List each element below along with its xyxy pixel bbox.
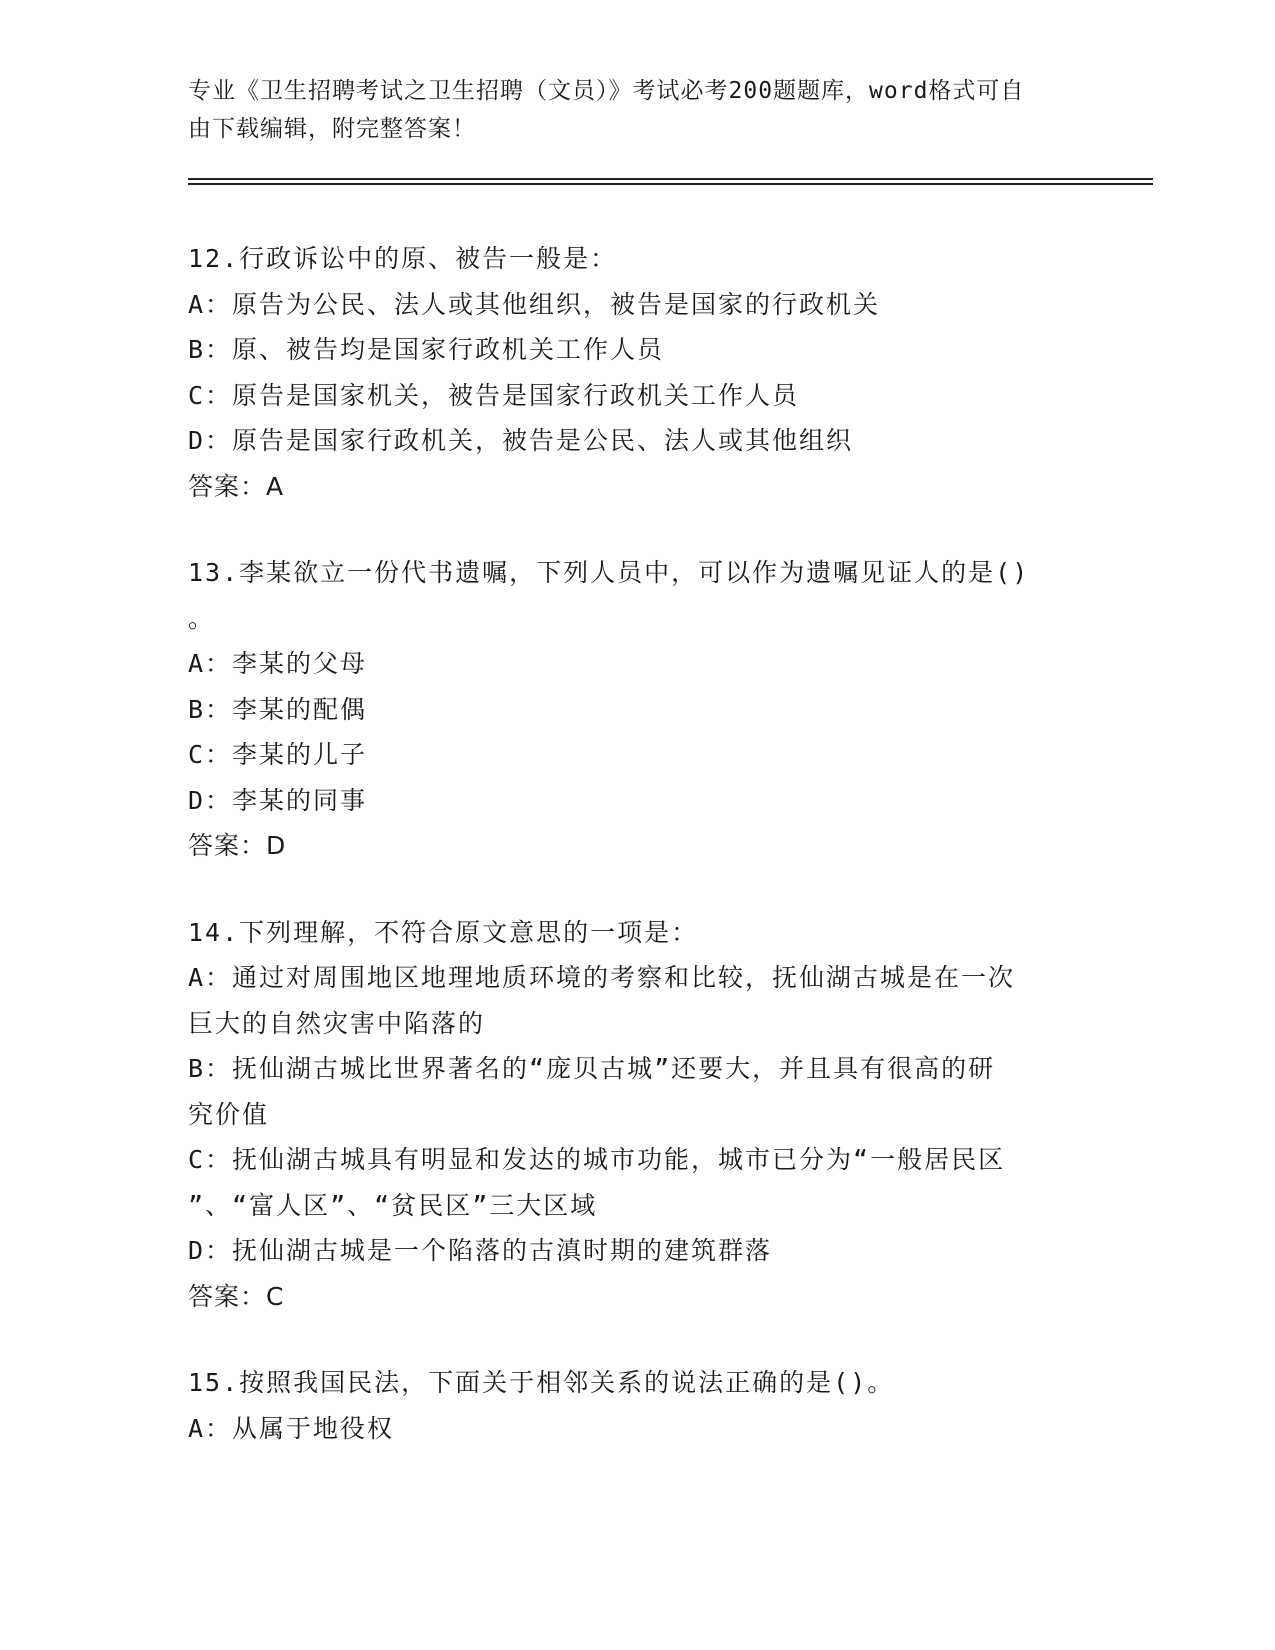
question-list [188,236,1088,1492]
question-stem: 13.李某欲立一份代书遗嘱，下列人员中，可以作为遗嘱见证人的是() [188,558,1030,587]
option-b: B：原、被告均是国家行政机关工作人员 [188,335,665,364]
option-d: D：李某的同事 [188,785,368,815]
option-b: B：抚仙湖古城比世界著名的“庞贝古城”还要大，并且具有很高的研 [188,1054,996,1083]
header-divider-top [188,178,1153,180]
option-c-continued: ”、“富人区”、“贫民区”三大区域 [188,1190,598,1220]
header-line-2: 由下载编辑，附完整答案！ [188,116,476,142]
question-15 [188,1360,1088,1451]
option-b: B：李某的配偶 [188,694,368,724]
option-b-continued: 究价值 [188,1099,270,1129]
document-header [188,72,1088,148]
question-stem: 14.下列理解，不符合原文意思的一项是： [188,917,699,947]
option-a: A：原告为公民、法人或其他组织，被告是国家的行政机关 [188,289,881,319]
option-c: C：原告是国家机关，被告是国家行政机关工作人员 [188,380,800,410]
option-c: C：李某的儿子 [188,740,368,769]
option-a-continued: 巨大的自然灾害中陷落的 [188,1008,486,1038]
option-d: D：抚仙湖古城是一个陷落的古滇时期的建筑群落 [188,1236,773,1265]
option-a: A：通过对周围地区地理地质环境的考察和比较，抚仙湖古城是在一次 [188,963,1016,992]
answer-label: 答案：C [188,1281,285,1311]
question-13 [188,550,1088,869]
question-12 [188,236,1088,509]
answer-label: 答案：A [188,471,285,501]
header-divider-bottom [188,183,1153,185]
answer-label: 答案：D [188,831,287,860]
question-stem: 12.行政诉讼中的原、被告一般是： [188,244,618,273]
option-c: C：抚仙湖古城具有明显和发达的城市功能，城市已分为“一般居民区 [188,1145,1006,1174]
option-a: A：李某的父母 [188,649,368,678]
option-a: A：从属于地役权 [188,1413,395,1443]
question-stem: 15.按照我国民法，下面关于相邻关系的说法正确的是()。 [188,1368,895,1397]
option-d: D：原告是国家行政机关，被告是公民、法人或其他组织 [188,426,854,455]
question-14 [188,910,1088,1320]
header-line-1: 专业《卫生招聘考试之卫生招聘（文员）》考试必考200题题库，word格式可自 [188,78,1025,104]
question-stem-continued: 。 [188,603,216,633]
